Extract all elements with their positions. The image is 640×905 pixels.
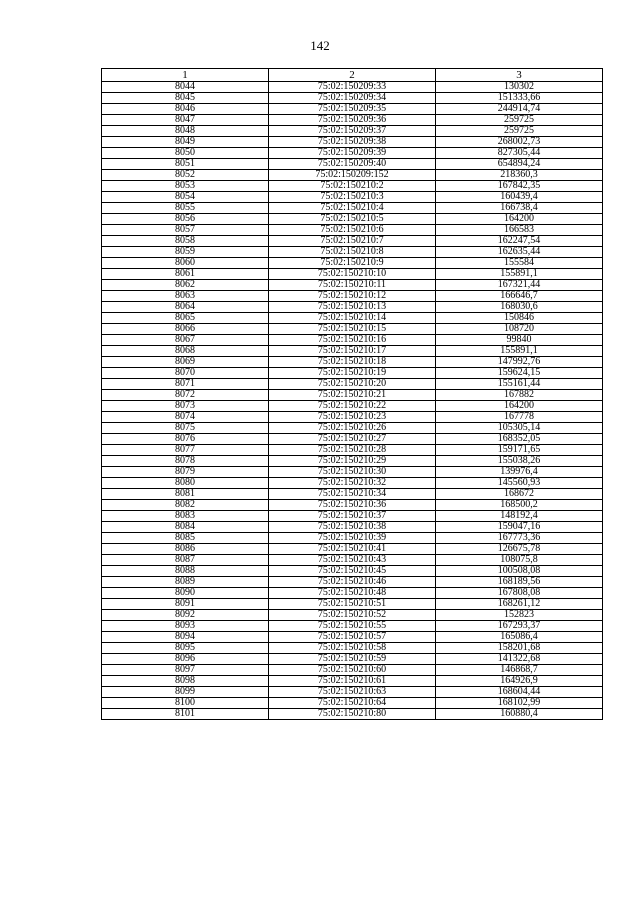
cadastral-number-cell: 75:02:150210:7 xyxy=(269,236,436,247)
row-number-cell: 8088 xyxy=(102,566,269,577)
value-cell: 166646,7 xyxy=(436,291,603,302)
cadastral-number-cell: 75:02:150210:8 xyxy=(269,247,436,258)
cadastral-number-cell: 75:02:150210:18 xyxy=(269,357,436,368)
table-row xyxy=(102,500,603,511)
table-row xyxy=(102,511,603,522)
cadastral-number-cell: 75:02:150209:39 xyxy=(269,148,436,159)
value-cell: 168500,2 xyxy=(436,500,603,511)
row-number-cell: 8047 xyxy=(102,115,269,126)
row-number-cell: 8054 xyxy=(102,192,269,203)
cadastral-number-cell: 75:02:150210:28 xyxy=(269,445,436,456)
cadastral-number-cell: 75:02:150210:32 xyxy=(269,478,436,489)
cadastral-number-cell: 75:02:150210:9 xyxy=(269,258,436,269)
cadastral-number-cell: 75:02:150210:80 xyxy=(269,709,436,720)
table-row xyxy=(102,379,603,390)
row-number-cell: 8059 xyxy=(102,247,269,258)
value-cell: 166583 xyxy=(436,225,603,236)
value-cell: 168261,12 xyxy=(436,599,603,610)
table-row xyxy=(102,280,603,291)
value-cell: 155891,1 xyxy=(436,346,603,357)
row-number-cell: 8050 xyxy=(102,148,269,159)
value-cell: 167842,35 xyxy=(436,181,603,192)
table-row xyxy=(102,698,603,709)
value-cell: 139976,4 xyxy=(436,467,603,478)
table-row xyxy=(102,115,603,126)
table-row xyxy=(102,148,603,159)
value-cell: 99840 xyxy=(436,335,603,346)
cadastral-number-cell: 75:02:150210:39 xyxy=(269,533,436,544)
cadastral-number-cell: 75:02:150209:40 xyxy=(269,159,436,170)
cadastral-number-cell: 75:02:150209:38 xyxy=(269,137,436,148)
cadastral-number-cell: 75:02:150209:35 xyxy=(269,104,436,115)
value-cell: 167293,37 xyxy=(436,621,603,632)
value-cell: 160880,4 xyxy=(436,709,603,720)
row-number-cell: 8077 xyxy=(102,445,269,456)
table-row xyxy=(102,709,603,720)
cadastral-number-cell: 75:02:150210:51 xyxy=(269,599,436,610)
table-row xyxy=(102,159,603,170)
row-number-cell: 8052 xyxy=(102,170,269,181)
table-row xyxy=(102,368,603,379)
row-number-cell: 8078 xyxy=(102,456,269,467)
cadastral-number-cell: 75:02:150210:14 xyxy=(269,313,436,324)
row-number-cell: 8066 xyxy=(102,324,269,335)
value-cell: 108720 xyxy=(436,324,603,335)
value-cell: 155038,26 xyxy=(436,456,603,467)
cadastral-number-cell: 75:02:150210:19 xyxy=(269,368,436,379)
value-cell: 145560,93 xyxy=(436,478,603,489)
table-row xyxy=(102,423,603,434)
table-row xyxy=(102,357,603,368)
value-cell: 162247,54 xyxy=(436,236,603,247)
column-header-2: 2 xyxy=(269,69,436,82)
value-cell: 168102,99 xyxy=(436,698,603,709)
table-row xyxy=(102,346,603,357)
table-row xyxy=(102,247,603,258)
value-cell: 167882 xyxy=(436,390,603,401)
table-row xyxy=(102,533,603,544)
table-row xyxy=(102,126,603,137)
table-row xyxy=(102,302,603,313)
value-cell: 126675,78 xyxy=(436,544,603,555)
value-cell: 827305,44 xyxy=(436,148,603,159)
cadastral-number-cell: 75:02:150210:30 xyxy=(269,467,436,478)
row-number-cell: 8094 xyxy=(102,632,269,643)
row-number-cell: 8055 xyxy=(102,203,269,214)
value-cell: 150846 xyxy=(436,313,603,324)
row-number-cell: 8051 xyxy=(102,159,269,170)
row-number-cell: 8068 xyxy=(102,346,269,357)
value-cell: 158201,68 xyxy=(436,643,603,654)
row-number-cell: 8057 xyxy=(102,225,269,236)
row-number-cell: 8070 xyxy=(102,368,269,379)
cadastral-number-cell: 75:02:150210:10 xyxy=(269,269,436,280)
value-cell: 218360,3 xyxy=(436,170,603,181)
table-row xyxy=(102,456,603,467)
cadastral-number-cell: 75:02:150210:13 xyxy=(269,302,436,313)
table-row xyxy=(102,489,603,500)
table-row xyxy=(102,687,603,698)
row-number-cell: 8056 xyxy=(102,214,269,225)
row-number-cell: 8073 xyxy=(102,401,269,412)
row-number-cell: 8090 xyxy=(102,588,269,599)
table-row xyxy=(102,192,603,203)
table-row xyxy=(102,599,603,610)
cadastral-number-cell: 75:02:150210:63 xyxy=(269,687,436,698)
cadastral-number-cell: 75:02:150210:64 xyxy=(269,698,436,709)
row-number-cell: 8099 xyxy=(102,687,269,698)
table-row xyxy=(102,654,603,665)
row-number-cell: 8079 xyxy=(102,467,269,478)
cadastral-number-cell: 75:02:150210:61 xyxy=(269,676,436,687)
table-row xyxy=(102,181,603,192)
row-number-cell: 8100 xyxy=(102,698,269,709)
table-row xyxy=(102,225,603,236)
cadastral-number-cell: 75:02:150210:46 xyxy=(269,577,436,588)
row-number-cell: 8098 xyxy=(102,676,269,687)
value-cell: 159171,65 xyxy=(436,445,603,456)
row-number-cell: 8101 xyxy=(102,709,269,720)
cadastral-number-cell: 75:02:150210:38 xyxy=(269,522,436,533)
value-cell: 141322,68 xyxy=(436,654,603,665)
value-cell: 168604,44 xyxy=(436,687,603,698)
table-row xyxy=(102,324,603,335)
value-cell: 168672 xyxy=(436,489,603,500)
row-number-cell: 8060 xyxy=(102,258,269,269)
value-cell: 155161,44 xyxy=(436,379,603,390)
value-cell: 167321,44 xyxy=(436,280,603,291)
value-cell: 244914,74 xyxy=(436,104,603,115)
cadastral-number-cell: 75:02:150210:41 xyxy=(269,544,436,555)
cadastral-number-cell: 75:02:150210:15 xyxy=(269,324,436,335)
table-row xyxy=(102,676,603,687)
cadastral-number-cell: 75:02:150210:17 xyxy=(269,346,436,357)
value-cell: 259725 xyxy=(436,115,603,126)
cadastral-number-cell: 75:02:150210:27 xyxy=(269,434,436,445)
cadastral-number-cell: 75:02:150210:43 xyxy=(269,555,436,566)
cadastral-number-cell: 75:02:150210:48 xyxy=(269,588,436,599)
row-number-cell: 8089 xyxy=(102,577,269,588)
value-cell: 654894,24 xyxy=(436,159,603,170)
value-cell: 155584 xyxy=(436,258,603,269)
value-cell: 151333,66 xyxy=(436,93,603,104)
value-cell: 152823 xyxy=(436,610,603,621)
value-cell: 164926,9 xyxy=(436,676,603,687)
value-cell: 147992,76 xyxy=(436,357,603,368)
value-cell: 168189,56 xyxy=(436,577,603,588)
cadastral-number-cell: 75:02:150210:16 xyxy=(269,335,436,346)
row-number-cell: 8081 xyxy=(102,489,269,500)
cadastral-number-cell: 75:02:150210:23 xyxy=(269,412,436,423)
row-number-cell: 8044 xyxy=(102,82,269,93)
table-row xyxy=(102,214,603,225)
row-number-cell: 8096 xyxy=(102,654,269,665)
table-row xyxy=(102,401,603,412)
row-number-cell: 8061 xyxy=(102,269,269,280)
cadastral-number-cell: 75:02:150210:6 xyxy=(269,225,436,236)
cadastral-number-cell: 75:02:150209:36 xyxy=(269,115,436,126)
value-cell: 105305,14 xyxy=(436,423,603,434)
page-number: 142 xyxy=(310,38,330,53)
table-row xyxy=(102,665,603,676)
row-number-cell: 8083 xyxy=(102,511,269,522)
row-number-cell: 8091 xyxy=(102,599,269,610)
table-row xyxy=(102,269,603,280)
cadastral-number-cell: 75:02:150210:4 xyxy=(269,203,436,214)
table-row xyxy=(102,467,603,478)
table-row xyxy=(102,643,603,654)
cadastral-number-cell: 75:02:150210:12 xyxy=(269,291,436,302)
table-row xyxy=(102,104,603,115)
cadastral-number-cell: 75:02:150210:29 xyxy=(269,456,436,467)
cadastral-number-cell: 75:02:150210:20 xyxy=(269,379,436,390)
table-row xyxy=(102,621,603,632)
table-row xyxy=(102,632,603,643)
cadastral-number-cell: 75:02:150210:36 xyxy=(269,500,436,511)
table-row xyxy=(102,82,603,93)
cadastral-number-cell: 75:02:150210:57 xyxy=(269,632,436,643)
row-number-cell: 8045 xyxy=(102,93,269,104)
table-row xyxy=(102,313,603,324)
table-row xyxy=(102,137,603,148)
value-cell: 146868,7 xyxy=(436,665,603,676)
row-number-cell: 8097 xyxy=(102,665,269,676)
value-cell: 162635,44 xyxy=(436,247,603,258)
value-cell: 168030,6 xyxy=(436,302,603,313)
row-number-cell: 8075 xyxy=(102,423,269,434)
value-cell: 268002,73 xyxy=(436,137,603,148)
cadastral-number-cell: 75:02:150210:26 xyxy=(269,423,436,434)
cadastral-number-cell: 75:02:150209:34 xyxy=(269,93,436,104)
cadastral-number-cell: 75:02:150209:37 xyxy=(269,126,436,137)
row-number-cell: 8092 xyxy=(102,610,269,621)
row-number-cell: 8080 xyxy=(102,478,269,489)
value-cell: 160439,4 xyxy=(436,192,603,203)
value-cell: 167808,08 xyxy=(436,588,603,599)
table-row xyxy=(102,236,603,247)
value-cell: 159047,16 xyxy=(436,522,603,533)
row-number-cell: 8058 xyxy=(102,236,269,247)
value-cell: 108075,8 xyxy=(436,555,603,566)
table-row xyxy=(102,445,603,456)
table-row xyxy=(102,610,603,621)
value-cell: 166738,4 xyxy=(436,203,603,214)
row-number-cell: 8072 xyxy=(102,390,269,401)
table-row xyxy=(102,203,603,214)
table-row xyxy=(102,335,603,346)
cadastral-number-cell: 75:02:150210:5 xyxy=(269,214,436,225)
row-number-cell: 8093 xyxy=(102,621,269,632)
row-number-cell: 8082 xyxy=(102,500,269,511)
land-registry-table xyxy=(101,68,603,720)
value-cell: 167773,36 xyxy=(436,533,603,544)
cadastral-number-cell: 75:02:150210:45 xyxy=(269,566,436,577)
value-cell: 130302 xyxy=(436,82,603,93)
value-cell: 164200 xyxy=(436,214,603,225)
row-number-cell: 8085 xyxy=(102,533,269,544)
row-number-cell: 8053 xyxy=(102,181,269,192)
column-header-3: 3 xyxy=(436,69,603,82)
row-number-cell: 8063 xyxy=(102,291,269,302)
value-cell: 159624,15 xyxy=(436,368,603,379)
table-body xyxy=(102,82,603,720)
row-number-cell: 8064 xyxy=(102,302,269,313)
table-row xyxy=(102,588,603,599)
table-row xyxy=(102,566,603,577)
row-number-cell: 8069 xyxy=(102,357,269,368)
cadastral-number-cell: 75:02:150210:58 xyxy=(269,643,436,654)
cadastral-number-cell: 75:02:150210:21 xyxy=(269,390,436,401)
row-number-cell: 8095 xyxy=(102,643,269,654)
value-cell: 168352,05 xyxy=(436,434,603,445)
cadastral-number-cell: 75:02:150210:37 xyxy=(269,511,436,522)
column-header-1: 1 xyxy=(102,69,269,82)
row-number-cell: 8087 xyxy=(102,555,269,566)
table-header-row xyxy=(102,69,603,82)
table-row xyxy=(102,170,603,181)
row-number-cell: 8065 xyxy=(102,313,269,324)
table-row xyxy=(102,93,603,104)
cadastral-number-cell: 75:02:150210:11 xyxy=(269,280,436,291)
row-number-cell: 8048 xyxy=(102,126,269,137)
value-cell: 167778 xyxy=(436,412,603,423)
cadastral-number-cell: 75:02:150210:34 xyxy=(269,489,436,500)
value-cell: 148192,4 xyxy=(436,511,603,522)
cadastral-number-cell: 75:02:150209:152 xyxy=(269,170,436,181)
cadastral-number-cell: 75:02:150209:33 xyxy=(269,82,436,93)
row-number-cell: 8049 xyxy=(102,137,269,148)
row-number-cell: 8067 xyxy=(102,335,269,346)
cadastral-number-cell: 75:02:150210:55 xyxy=(269,621,436,632)
cadastral-number-cell: 75:02:150210:3 xyxy=(269,192,436,203)
table-row xyxy=(102,544,603,555)
value-cell: 165086,4 xyxy=(436,632,603,643)
table-row xyxy=(102,412,603,423)
row-number-cell: 8086 xyxy=(102,544,269,555)
cadastral-number-cell: 75:02:150210:59 xyxy=(269,654,436,665)
value-cell: 100508,08 xyxy=(436,566,603,577)
cadastral-number-cell: 75:02:150210:2 xyxy=(269,181,436,192)
row-number-cell: 8062 xyxy=(102,280,269,291)
value-cell: 259725 xyxy=(436,126,603,137)
row-number-cell: 8084 xyxy=(102,522,269,533)
table-row xyxy=(102,577,603,588)
table-row xyxy=(102,434,603,445)
cadastral-number-cell: 75:02:150210:52 xyxy=(269,610,436,621)
row-number-cell: 8074 xyxy=(102,412,269,423)
value-cell: 155891,1 xyxy=(436,269,603,280)
table-row xyxy=(102,390,603,401)
row-number-cell: 8046 xyxy=(102,104,269,115)
cadastral-number-cell: 75:02:150210:60 xyxy=(269,665,436,676)
cadastral-number-cell: 75:02:150210:22 xyxy=(269,401,436,412)
table-row xyxy=(102,258,603,269)
row-number-cell: 8076 xyxy=(102,434,269,445)
table-row xyxy=(102,291,603,302)
table-row xyxy=(102,555,603,566)
table-row xyxy=(102,522,603,533)
row-number-cell: 8071 xyxy=(102,379,269,390)
table-row xyxy=(102,478,603,489)
value-cell: 164200 xyxy=(436,401,603,412)
